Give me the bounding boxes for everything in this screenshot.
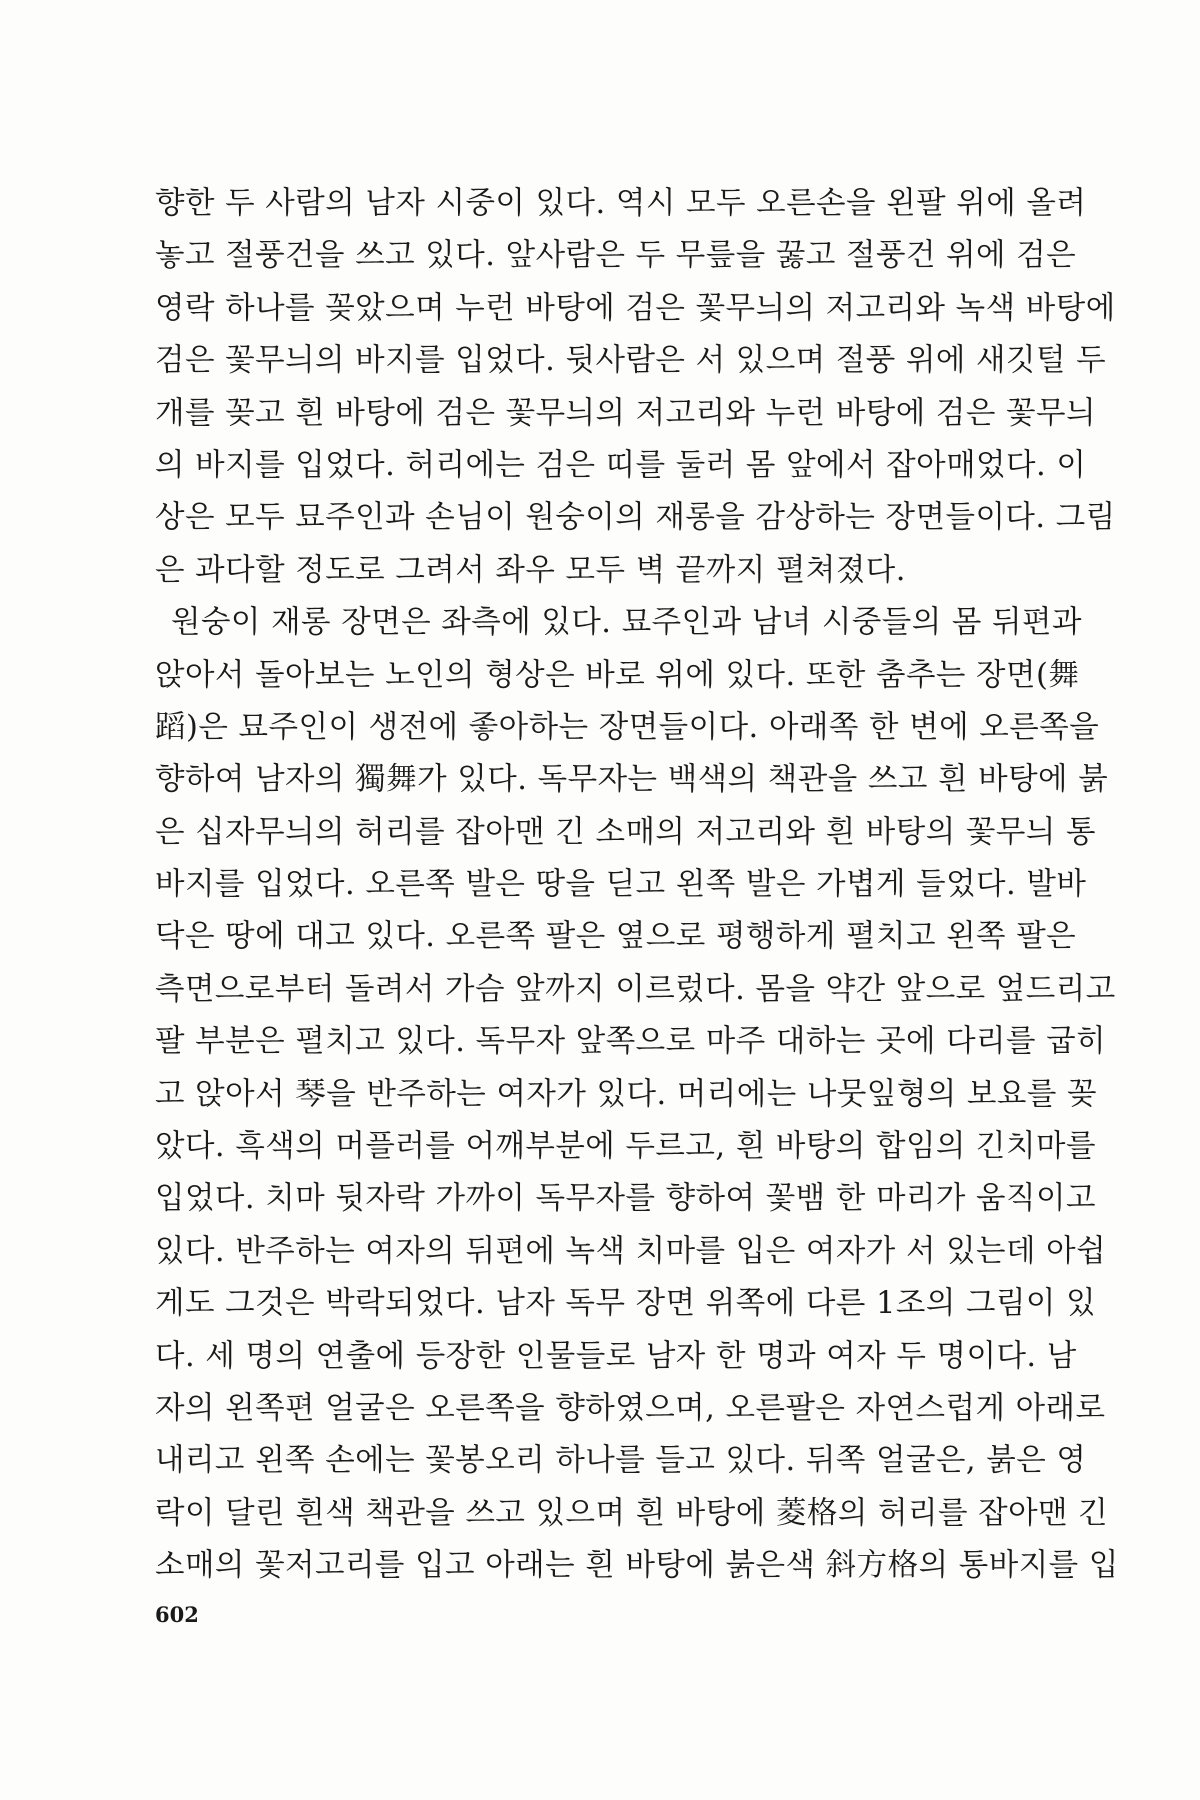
text-line: 개를 꽂고 흰 바탕에 검은 꽃무늬의 저고리와 누런 바탕에 검은 꽃무늬	[155, 395, 1096, 431]
text-line: 자의 왼쪽편 얼굴은 오른쪽을 향하였으며, 오른팔은 자연스럽게 아래로	[155, 1390, 1106, 1426]
text-line: 측면으로부터 돌려서 가슴 앞까지 이르렀다. 몸을 약간 앞으로 엎드리고	[155, 971, 1116, 1007]
text-line: 검은 꽃무늬의 바지를 입었다. 뒷사람은 서 있으며 절풍 위에 새깃털 두	[155, 343, 1107, 379]
text-line: 게도 그것은 박락되었다. 남자 독무 장면 위쪽에 다른 1조의 그림이 있	[155, 1286, 1097, 1322]
text-line: 놓고 절풍건을 쓰고 있다. 앞사람은 두 무릎을 꿇고 절풍건 위에 검은	[155, 238, 1077, 274]
text-line: 향하여 남자의 獨舞가 있다. 독무자는 백색의 책관을 쓰고 흰 바탕에 붉	[155, 762, 1109, 798]
text-line: 았다. 흑색의 머플러를 어깨부분에 두르고, 흰 바탕의 합임의 긴치마를	[155, 1129, 1096, 1165]
text-line: 원숭이 재롱 장면은 좌측에 있다. 묘주인과 남녀 시중들의 몸 뒤편과	[171, 605, 1082, 641]
text-line: 락이 달린 흰색 책관을 쓰고 있으며 흰 바탕에 菱格의 허리를 잡아맨 긴	[155, 1495, 1109, 1531]
text-line: 蹈)은 묘주인이 생전에 좋아하는 장면들이다. 아래쪽 한 변에 오른쪽을	[155, 709, 1100, 745]
text-line: 향한 두 사람의 남자 시중이 있다. 역시 모두 오른손을 왼팔 위에 올려	[155, 186, 1087, 221]
page-number: 602	[155, 1602, 199, 1627]
text-line: 은 과다할 정도로 그려서 좌우 모두 벽 끝까지 펼쳐졌다.	[155, 552, 906, 588]
text-line: 앉아서 돌아보는 노인의 형상은 바로 위에 있다. 또한 춤추는 장면(舞	[155, 657, 1080, 693]
text-line: 닥은 땅에 대고 있다. 오른쪽 팔은 옆으로 평행하게 펼치고 왼쪽 팔은	[155, 919, 1077, 955]
text-line: 소매의 꽃저고리를 입고 아래는 흰 바탕에 붉은색 斜方格의 통바지를 입	[155, 1548, 1119, 1584]
text-line: 은 십자무늬의 허리를 잡아맨 긴 소매의 저고리와 흰 바탕의 꽃무늬 통	[155, 814, 1096, 850]
body-text	[155, 178, 1119, 1593]
text-line: 있다. 반주하는 여자의 뒤편에 녹색 치마를 입은 여자가 서 있는데 아쉽	[155, 1233, 1107, 1269]
text-line: 팔 부분은 펼치고 있다. 독무자 앞쪽으로 마주 대하는 곳에 다리를 굽히	[155, 1024, 1107, 1060]
text-line: 의 바지를 입었다. 허리에는 검은 띠를 둘러 몸 앞에서 잡아매었다. 이	[155, 447, 1087, 483]
text-line: 상은 모두 묘주인과 손님이 원숭이의 재롱을 감상하는 장면들이다. 그림	[155, 500, 1116, 536]
text-line: 고 앉아서 琴을 반주하는 여자가 있다. 머리에는 나뭇잎형의 보요를 꽂	[155, 1076, 1097, 1112]
text-line: 다. 세 명의 연출에 등장한 인물들로 남자 한 명과 여자 두 명이다. 남	[155, 1338, 1077, 1374]
text-line: 입었다. 치마 뒷자락 가까이 독무자를 향하여 꽃뱀 한 마리가 움직이고	[155, 1181, 1096, 1217]
text-line: 내리고 왼쪽 손에는 꽃봉오리 하나를 들고 있다. 뒤쪽 얼굴은, 붉은 영	[155, 1443, 1087, 1479]
text-line: 바지를 입었다. 오른쪽 발은 땅을 딛고 왼쪽 발은 가볍게 들었다. 발바	[155, 867, 1087, 903]
text-line: 영락 하나를 꽂았으며 누런 바탕에 검은 꽃무늬의 저고리와 녹색 바탕에	[155, 290, 1116, 326]
